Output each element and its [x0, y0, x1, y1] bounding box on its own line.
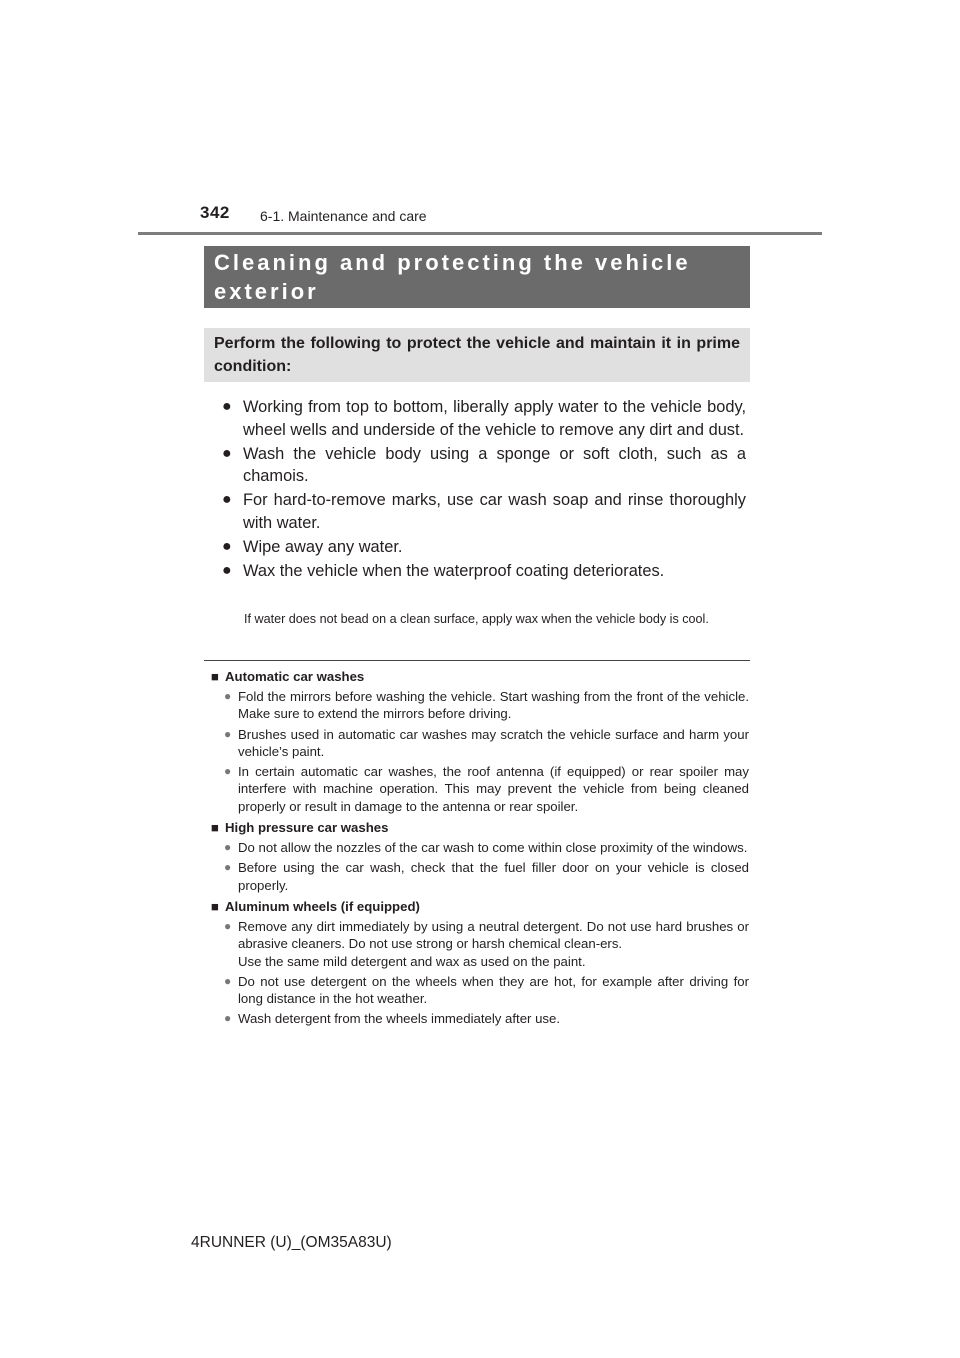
- info-item: [211, 688, 749, 723]
- info-list: [211, 688, 749, 815]
- step-text: Wax the vehicle when the waterproof coating deteriorates.: [243, 561, 665, 580]
- info-item: [211, 1010, 749, 1027]
- info-item-text: In certain automatic car washes, the roof antenna (if equipped) or rear spoiler may interfere with machine operation. This may prevent the vehicle from being cleaned properly or result in damage to the antenna or rear spoiler.: [238, 764, 749, 814]
- info-item-text: Fold the mirrors before washing the vehicle. Start washing from the front of the vehicle. Make sure to extend the mirrors before driving.: [238, 689, 749, 722]
- bullet-icon: ●: [224, 860, 232, 875]
- bullet-icon: ●: [224, 973, 232, 988]
- step-text: For hard-to-remove marks, use car wash soap and rinse thoroughly with water.: [243, 491, 746, 532]
- square-bullet-icon: ■: [211, 669, 219, 684]
- bullet-icon: ●: [222, 444, 232, 462]
- info-item: [211, 973, 749, 1008]
- bullet-icon: ●: [224, 840, 232, 855]
- bullet-icon: ●: [224, 1011, 232, 1026]
- info-item: [211, 859, 749, 894]
- step-item: [222, 560, 746, 583]
- step-text: Wipe away any water.: [243, 537, 403, 556]
- header-rule: [138, 232, 822, 235]
- bullet-icon: ●: [222, 537, 232, 555]
- bullet-icon: ●: [224, 918, 232, 933]
- bullet-icon: ●: [222, 491, 232, 508]
- info-heading-text: High pressure car washes: [225, 820, 389, 836]
- bullet-icon: ●: [224, 726, 232, 741]
- info-item-text: Wash detergent from the wheels immediately after use.: [238, 1011, 561, 1027]
- info-section: [211, 818, 749, 894]
- intro-box: Perform the following to protect the vehicle and maintain it in prime condition:: [204, 328, 750, 382]
- step-text: Working from top to bottom, liberally apply water to the vehicle body, wheel wells and underside of the vehicle to remove any dirt and dust.: [243, 398, 746, 439]
- step-item: [222, 396, 746, 441]
- info-item: [211, 918, 749, 970]
- section-label: 6-1. Maintenance and care: [260, 208, 427, 224]
- info-item: [211, 726, 749, 761]
- info-section: [211, 667, 749, 815]
- bullet-icon: ●: [222, 561, 232, 579]
- bullet-icon: ●: [224, 689, 232, 703]
- square-bullet-icon: ■: [211, 820, 219, 836]
- step-list: [222, 396, 746, 584]
- info-area: [211, 667, 749, 1031]
- bullet-icon: ●: [222, 398, 232, 415]
- bullet-icon: ●: [224, 764, 232, 779]
- divider: [204, 660, 750, 661]
- info-heading: [211, 897, 749, 916]
- footer-model-code: 4RUNNER (U)_(OM35A83U): [191, 1234, 392, 1251]
- info-section: [211, 897, 749, 1028]
- info-item-text: Before using the car wash, check that the fuel filler door on your vehicle is closed properly.: [238, 860, 749, 893]
- info-item-text: Remove any dirt immediately by using a neutral detergent. Do not use hard brushes or abrasive cleaners. Do not use strong or harsh chemical clean-ers. Use the same mild detergent and wax as used on the paint.: [238, 918, 749, 969]
- step-text: Wash the vehicle body using a sponge or soft cloth, such as a chamois.: [243, 444, 746, 485]
- info-heading-text: Aluminum wheels (if equipped): [225, 898, 420, 914]
- square-bullet-icon: ■: [211, 898, 219, 914]
- info-item-text: Do not use detergent on the wheels when they are hot, for example after driving for long distance in the hot weather.: [238, 973, 749, 1007]
- info-heading-text: Automatic car washes: [225, 669, 365, 684]
- info-list: [211, 839, 749, 894]
- info-heading: [211, 818, 749, 837]
- info-list: [211, 918, 749, 1028]
- info-item: [211, 763, 749, 815]
- page-number: 342: [200, 203, 230, 222]
- info-item-text: Do not allow the nozzles of the car wash to come within close proximity of the windows.: [238, 840, 748, 856]
- step-item: [222, 443, 746, 488]
- step-item: [222, 536, 746, 559]
- wax-note: If water does not bead on a clean surface, apply wax when the vehicle body is cool.: [244, 612, 709, 626]
- info-item: [211, 839, 749, 856]
- info-item-text: Brushes used in automatic car washes may scratch the vehicle surface and harm your vehicle’s paint.: [238, 726, 749, 759]
- page-title: Cleaning and protecting the vehicle exterior: [204, 246, 750, 308]
- step-item: [222, 489, 746, 534]
- info-heading: [211, 667, 749, 686]
